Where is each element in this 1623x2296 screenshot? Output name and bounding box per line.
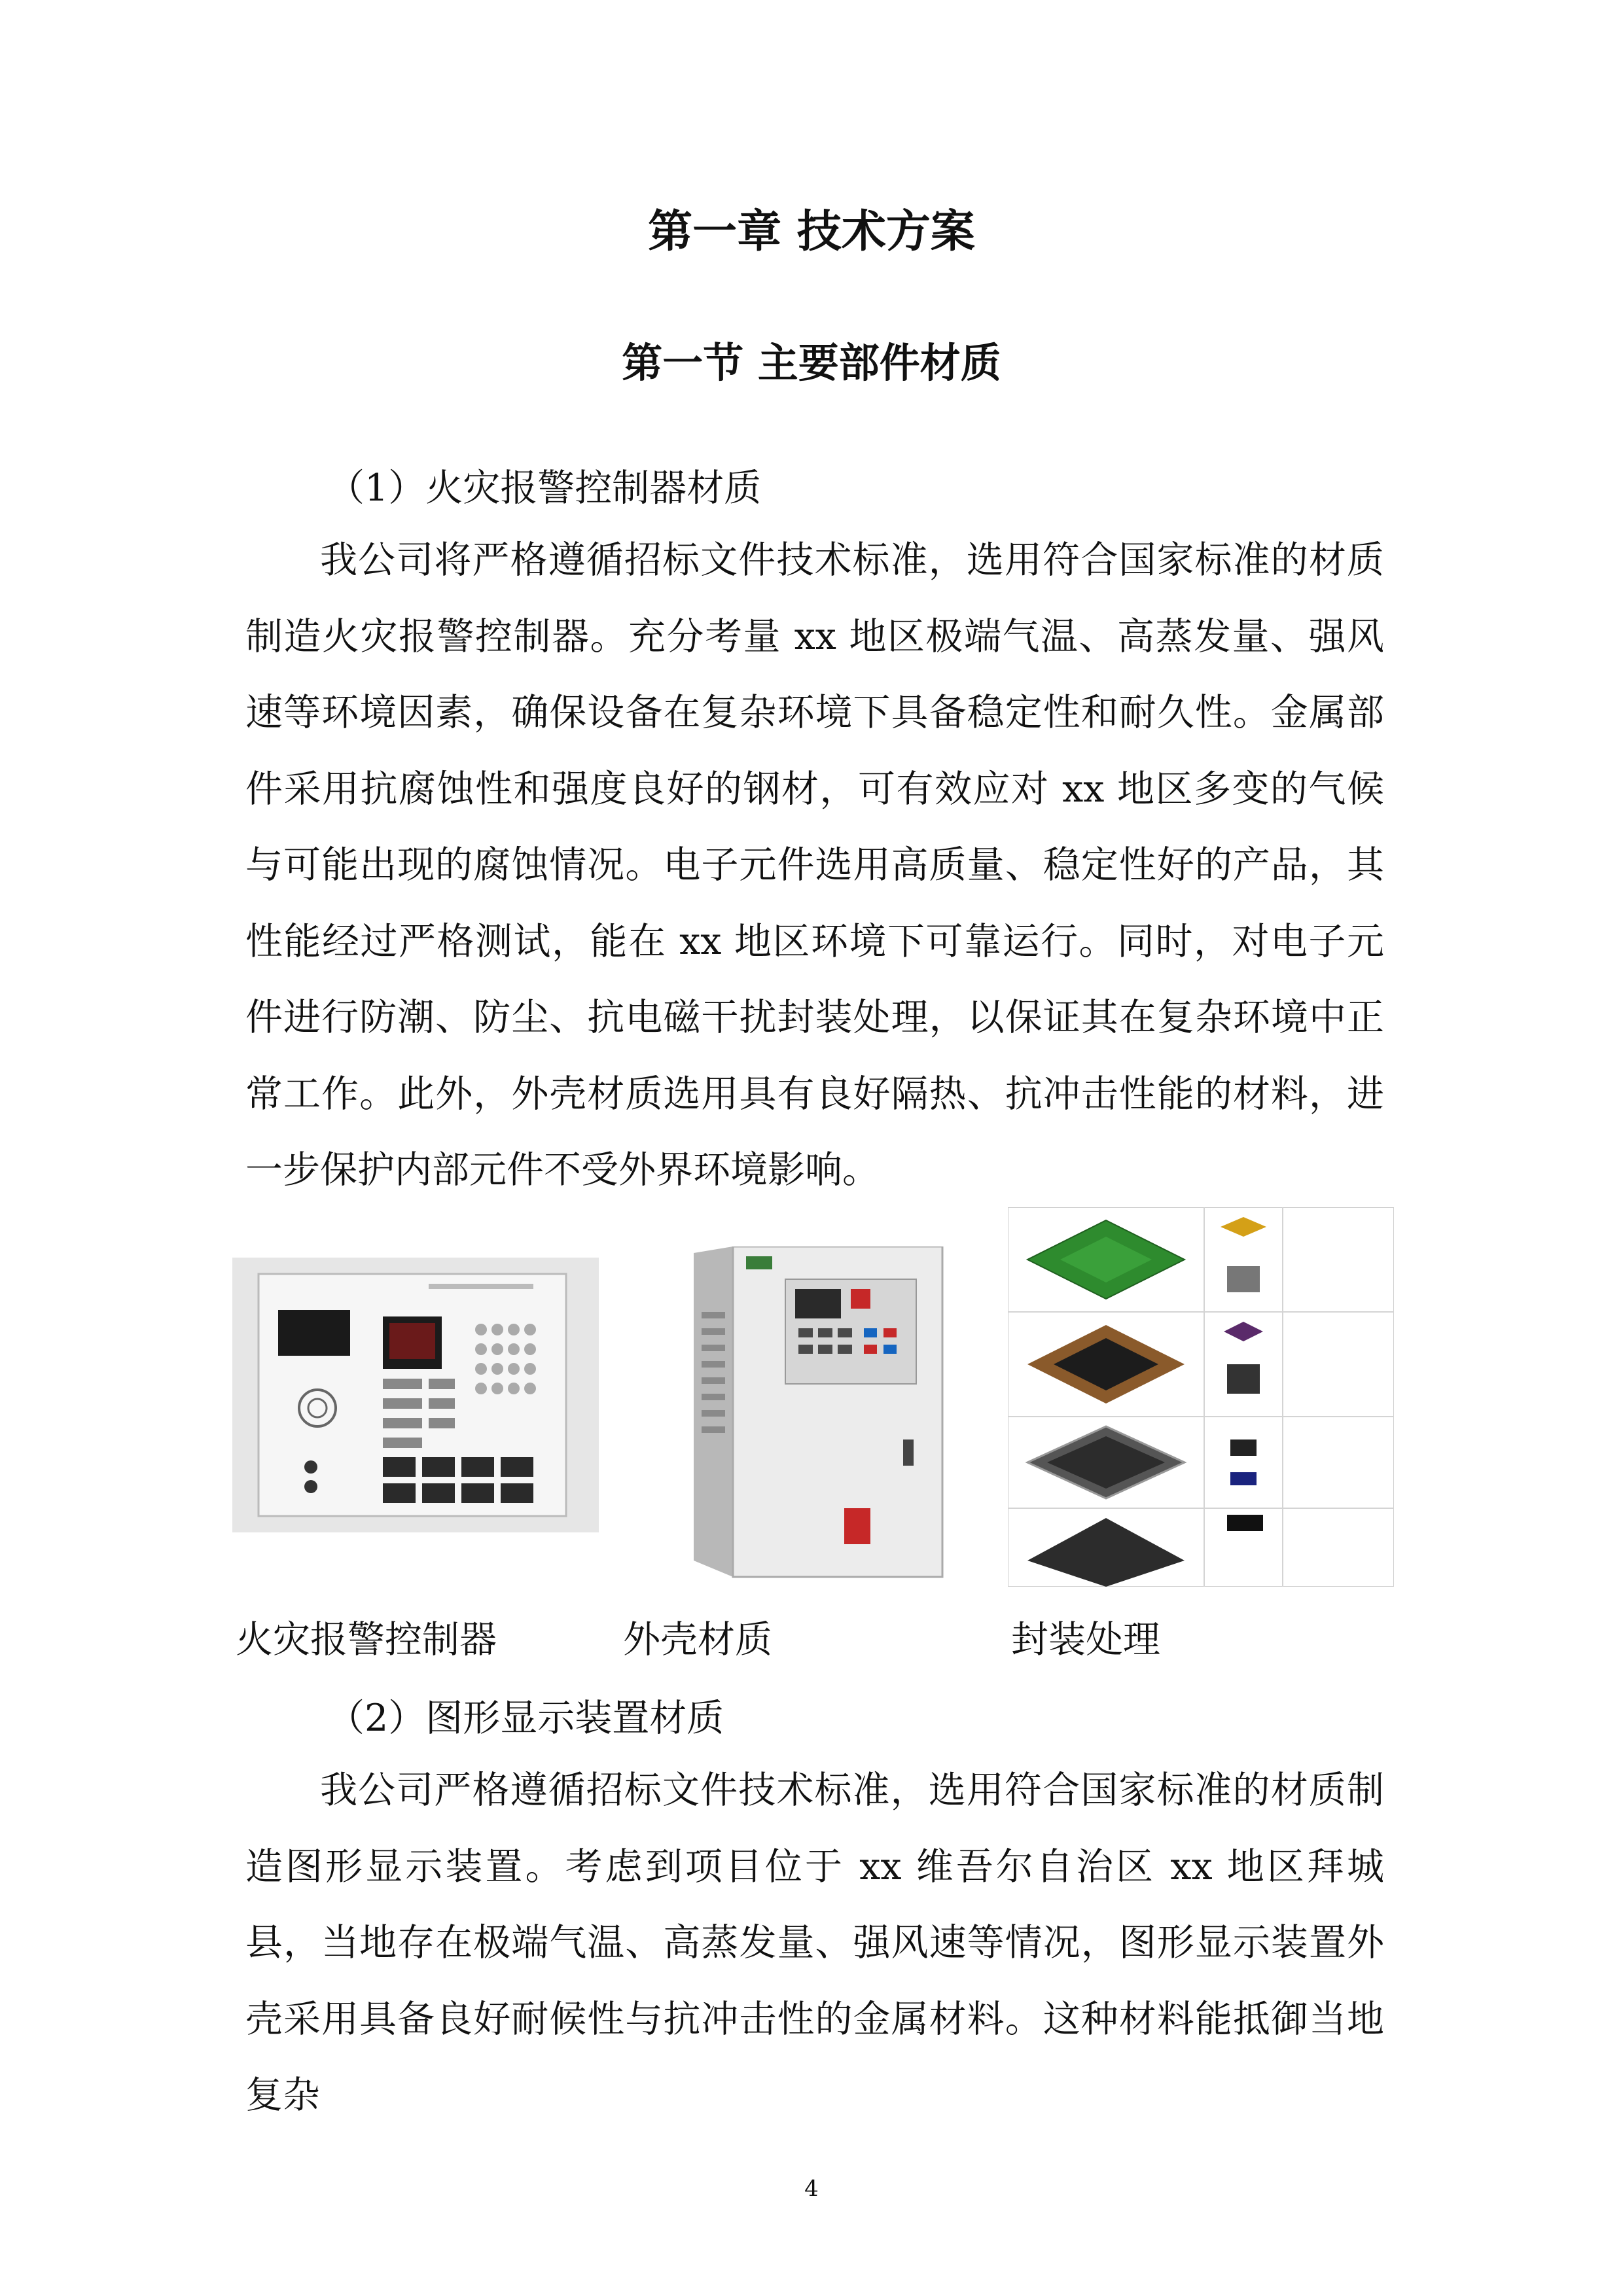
caption-packaging-process: 封装处理 — [1011, 1618, 1160, 1661]
paragraph-2: 我公司严格遵循招标文件技术标准，选用符合国家标准的材质制造图形显示装置。考虑到项目位于 xx 维吾尔自治区 xx 地区拜城县，当地存在极端气温、高蒸发量、强风速等情况，图形显示装置外壳采用具备良好耐候性与抗冲击性的金属材料。这种材料能抵御当地复杂 — [245, 1769, 1384, 2117]
packaging-process-figure — [1008, 1207, 1394, 1587]
section-title: 第一节 主要部件材质 — [622, 339, 1001, 387]
chapter-title: 第一章 技术方案 — [648, 206, 975, 258]
paragraph-1: 我公司将严格遵循招标文件技术标准，选用符合国家标准的材质制造火灾报警控制器。充分考量 xx 地区极端气温、高蒸发量、强风速等环境因素，确保设备在复杂环境下具备稳定性和耐久性。金属部件采用抗腐蚀性和强度良好的钢材，可有效应对 xx 地区多变的气候与可能出现的腐蚀情况。电子元件选用高质量、稳定性好的产品，其性能经过严格测试，能在 xx 地区环境下可靠运行。同时，对电子元件进行防潮、防尘、抗电磁干扰封装处理，以保证其在复杂环境中正常工作。此外，外壳材质选用具有良好隔热、抗冲击性能的材料，进一步保护内部元件不受外界环境影响。 — [245, 539, 1384, 1192]
page-number: 4 — [804, 2176, 819, 2202]
caption-fire-alarm-controller: 火灾报警控制器 — [236, 1618, 497, 1661]
caption-enclosure-material: 外壳材质 — [623, 1618, 772, 1661]
enclosure-material-figure — [668, 1246, 955, 1587]
subsection-heading-2: （2）图形显示装置材质 — [327, 1697, 724, 1740]
fire-alarm-controller-figure — [232, 1258, 599, 1532]
subsection-heading-1: （1）火灾报警控制器材质 — [327, 467, 762, 510]
